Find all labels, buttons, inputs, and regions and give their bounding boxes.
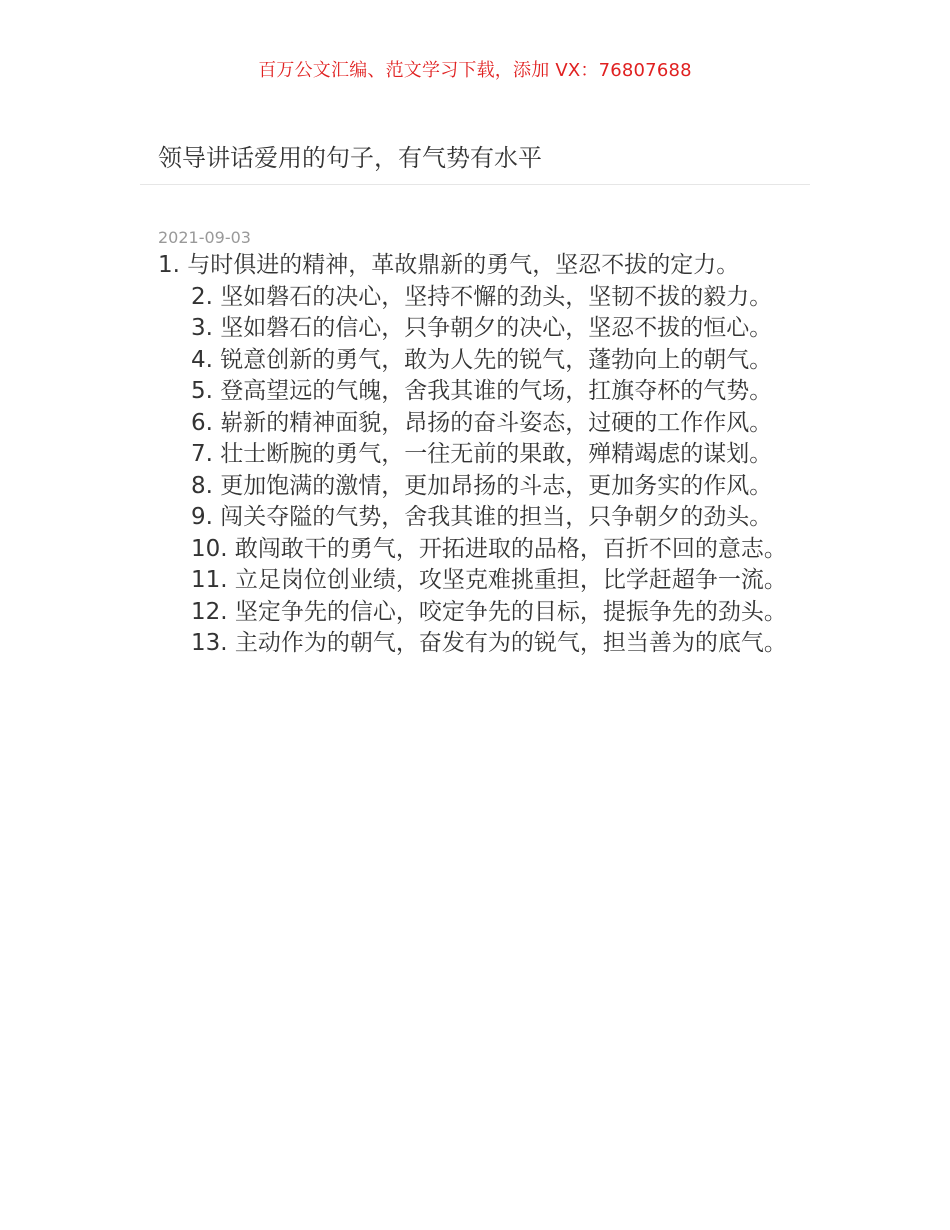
article-title: 领导讲话爱用的句子，有气势有水平 xyxy=(158,144,542,172)
list-item: 7. 壮士断腕的勇气，一往无前的果敢，殚精竭虑的谋划。 xyxy=(191,441,773,467)
list-item: 4. 锐意创新的勇气，敢为人先的锐气，蓬勃向上的朝气。 xyxy=(191,346,773,373)
publish-date: 2021-09-03 xyxy=(158,228,251,247)
list-item: 5. 登高望远的气魄，舍我其谁的气场，扛旗夺杯的气势。 xyxy=(191,378,773,404)
list-item: 1. 与时俱进的精神，革故鼎新的勇气，坚忍不拔的定力。 xyxy=(158,252,740,278)
article-body xyxy=(158,250,798,660)
list-item: 2. 坚如磐石的决心，坚持不懈的劲头，坚韧不拔的毅力。 xyxy=(191,283,773,310)
list-item: 11. 立足岗位创业绩，攻坚克难挑重担，比学赶超争一流。 xyxy=(191,567,787,593)
list-item: 9. 闯关夺隘的气势，舍我其谁的担当，只争朝夕的劲头。 xyxy=(191,504,773,530)
list-item: 8. 更加饱满的激情，更加昂扬的斗志，更加务实的作风。 xyxy=(191,472,773,499)
list-item: 6. 崭新的精神面貌，昂扬的奋斗姿态，过硬的工作作风。 xyxy=(191,409,773,436)
list-item: 10. 敢闯敢干的勇气，开拓进取的品格，百折不回的意志。 xyxy=(191,535,787,562)
list-item: 13. 主动作为的朝气，奋发有为的锐气，担当善为的底气。 xyxy=(191,630,787,656)
promo-banner: 百万公文汇编、范文学习下载，添加 VX：76807688 xyxy=(258,60,692,81)
list-item: 3. 坚如磐石的信心，只争朝夕的决心，坚忍不拔的恒心。 xyxy=(191,315,773,341)
list-item: 12. 坚定争先的信心，咬定争先的目标，提振争先的劲头。 xyxy=(191,598,787,625)
title-divider xyxy=(140,184,810,185)
